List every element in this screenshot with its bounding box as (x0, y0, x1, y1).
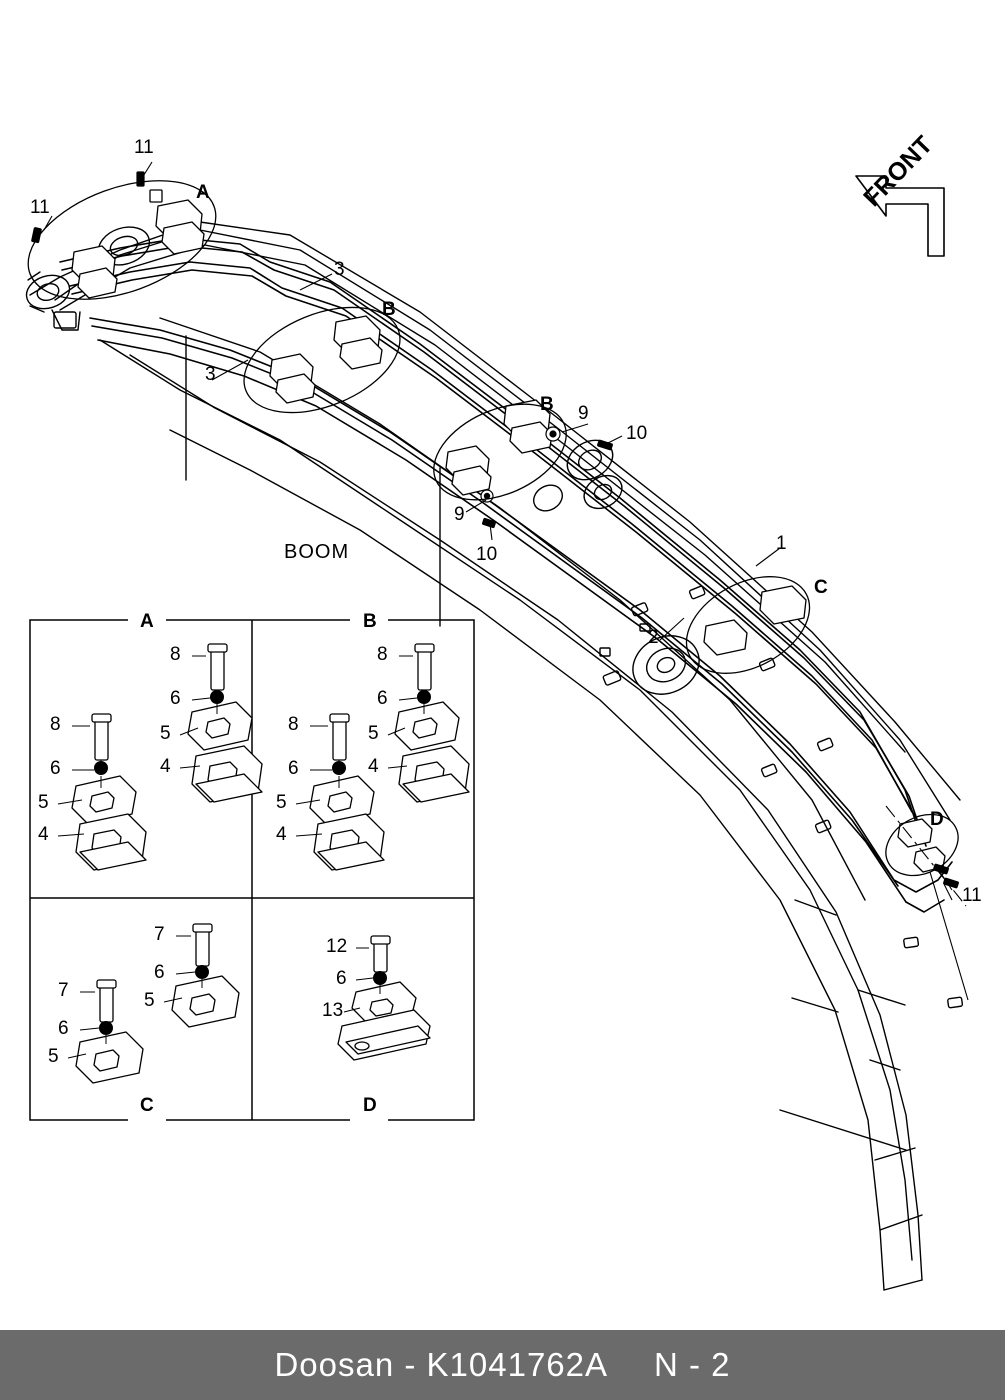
item-number-10-upper: 10 (626, 423, 648, 444)
panel-a-item-8-top: 8 (170, 644, 181, 665)
panel-d-item-6: 6 (336, 968, 347, 989)
panel-c-item-6-top: 6 (154, 962, 165, 983)
panel-b-item-4-bottom: 4 (276, 824, 287, 845)
item-number-10-lower: 10 (476, 544, 498, 565)
panel-a-item-6-bottom: 6 (50, 758, 61, 779)
svg-text:FRONT: FRONT (858, 130, 939, 213)
panel-label-c: C (140, 1095, 154, 1116)
panel-b-item-8-top: 8 (377, 644, 388, 665)
panel-b-item-8-bottom: 8 (288, 714, 299, 735)
item-number-9-upper: 9 (578, 403, 589, 424)
panel-a-item-5-bottom: 5 (38, 792, 49, 813)
panel-b-item-6-top: 6 (377, 688, 388, 709)
footer-page-number: N - 2 (654, 1346, 731, 1383)
callout-label-b2: B (540, 394, 554, 415)
item-number-3-upper: 3 (334, 259, 345, 280)
panel-a-item-5-top: 5 (160, 723, 171, 744)
item-number-3-lower: 3 (205, 364, 216, 385)
panel-a-item-4-top: 4 (160, 756, 171, 777)
panel-c-item-6-bottom: 6 (58, 1018, 69, 1039)
panel-c-item-5-top: 5 (144, 990, 155, 1011)
panel-b-item-6-bottom: 6 (288, 758, 299, 779)
footer-bar (0, 1330, 1005, 1400)
item-number-1: 1 (776, 533, 787, 554)
callout-label-d: D (930, 809, 944, 830)
panel-b-item-5-bottom: 5 (276, 792, 287, 813)
footer-part-number: Doosan - K1041762A (274, 1346, 609, 1383)
callout-label-b1: B (382, 299, 396, 320)
component-label-boom: BOOM (284, 541, 350, 563)
panel-b-item-5-top: 5 (368, 723, 379, 744)
panel-c-item-7-bottom: 7 (58, 980, 69, 1001)
callout-label-c: C (814, 577, 828, 598)
panel-label-d: D (363, 1095, 377, 1116)
panel-label-a: A (140, 611, 154, 632)
panel-a-item-6-top: 6 (170, 688, 181, 709)
item-number-11-left: 11 (30, 197, 50, 218)
panel-c-item-5-bottom: 5 (48, 1046, 59, 1067)
panel-d-item-13: 13 (322, 1000, 344, 1021)
callout-label-a: A (196, 182, 210, 203)
panel-b-item-4-top: 4 (368, 756, 379, 777)
panel-a-item-8-bottom: 8 (50, 714, 61, 735)
item-number-11-right: 11 (962, 885, 982, 906)
panel-a-item-4-bottom: 4 (38, 824, 49, 845)
item-number-11-top: 11 (134, 137, 154, 158)
panel-c-item-7-top: 7 (154, 924, 165, 945)
item-number-2: 2 (648, 627, 659, 648)
panel-label-b: B (363, 611, 377, 632)
item-number-9-lower: 9 (454, 504, 465, 525)
panel-d-item-12: 12 (326, 936, 348, 957)
